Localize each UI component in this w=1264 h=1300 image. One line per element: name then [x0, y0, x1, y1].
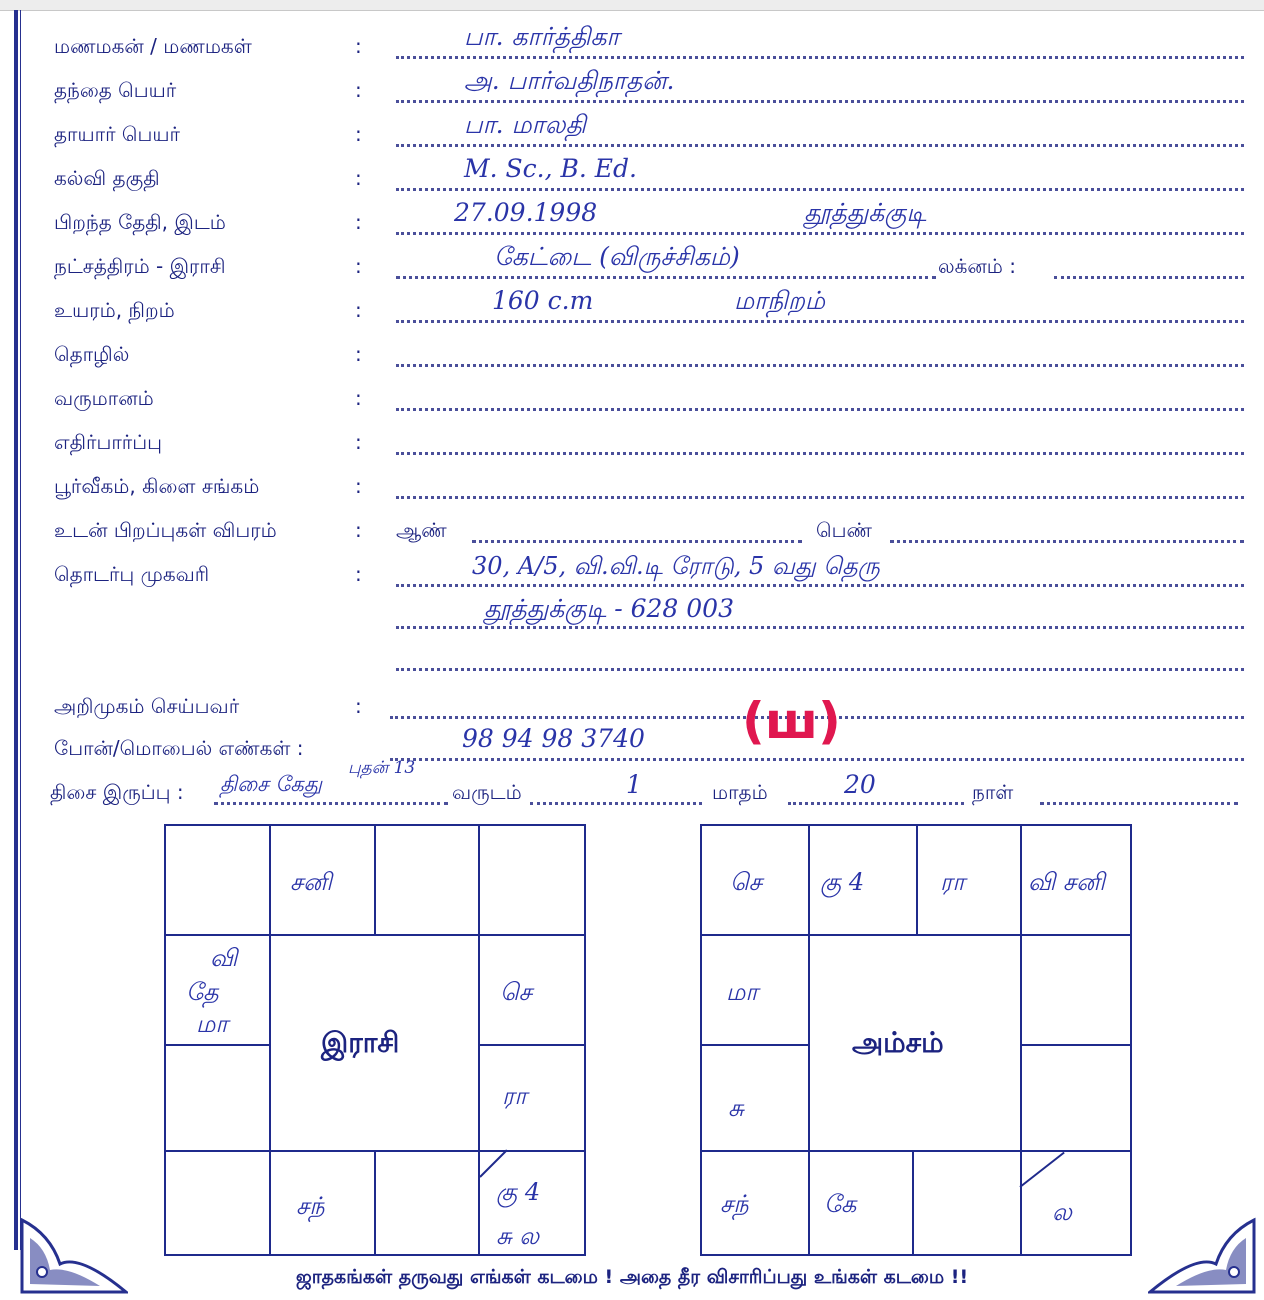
row-education [54, 154, 1244, 194]
value-address-line2: தூத்துக்குடி - 628 003 [484, 594, 734, 623]
dotted-line [396, 452, 1244, 455]
dotted-line [396, 584, 1244, 587]
left-border-thin [20, 10, 21, 1250]
label-year: வருடம் [452, 780, 522, 804]
value-height: 160 c.m [492, 286, 594, 315]
label-income: வருமானம் [54, 386, 154, 410]
row-address [54, 550, 1244, 670]
rasi-right-1: செ [500, 978, 532, 1006]
dotted-line [396, 232, 1244, 235]
label-name: மணமகன் / மணமகள் [54, 34, 252, 58]
value-mother: பா. மாலதி [464, 110, 586, 139]
value-father: அ. பார்வதிநாதன். [464, 66, 675, 95]
value-dasa-note: புதன் 13 [348, 758, 416, 778]
label-father: தந்தை பெயர் [54, 78, 177, 102]
label-expectation: எதிர்பார்ப்பு [54, 430, 162, 454]
phone-mark: (ш) [742, 692, 841, 750]
colon: : [355, 166, 362, 190]
dotted-line [214, 802, 448, 805]
row-expectation [54, 418, 1244, 458]
label-male: ஆண் [396, 518, 447, 542]
left-border [14, 10, 18, 1250]
label-address: தொடர்பு முகவரி [54, 562, 210, 586]
colon: : [355, 430, 362, 454]
row-introducer [54, 682, 1244, 722]
value-name: பா. கார்த்திகா [464, 22, 620, 51]
rasi-chart [164, 824, 586, 1256]
dotted-line [396, 364, 1244, 367]
window-top-strip [0, 0, 1264, 11]
row-father [54, 66, 1244, 106]
colon: : [355, 210, 362, 234]
label-job: தொழில் [54, 342, 130, 366]
dotted-line [396, 668, 1244, 671]
colon: : [355, 78, 362, 102]
label-female: பெண் [816, 518, 872, 542]
row-income [54, 374, 1244, 414]
colon: : [355, 386, 362, 410]
dotted-line [1040, 802, 1238, 805]
dotted-line [396, 100, 1244, 103]
label-lagnam: லக்னம் : [938, 254, 1016, 278]
row-dasa [50, 758, 1244, 808]
dotted-line [396, 56, 1244, 59]
dotted-line [1054, 276, 1244, 279]
value-address-line1: 30, A/5, வி.வி.டி ரோடு, 5 வது தெரு [472, 552, 880, 580]
value-complexion: மாநிறம் [734, 286, 826, 315]
dotted-line [396, 408, 1244, 411]
label-mother: தாயார் பெயர் [54, 122, 180, 146]
colon: : [355, 254, 362, 278]
amsam-top-2: ரா [940, 868, 965, 896]
row-native [54, 462, 1244, 502]
footer-note: ஜாதகங்கள் தருவது எங்கள் கடமை ! அதை தீர விசாரிப்பது உங்கள் கடமை !! [295, 1266, 969, 1288]
colon: : [355, 34, 362, 58]
label-star: நட்சத்திரம் - இராசி [54, 254, 226, 278]
amsam-chart [700, 824, 1132, 1256]
amsam-bottom-0: சந் [720, 1190, 749, 1218]
amsam-title: அம்சம் [852, 1026, 944, 1059]
value-education: M. Sc., B. Ed. [464, 154, 637, 183]
label-dasa: திசை இருப்பு : [50, 780, 184, 804]
value-phone: 98 94 98 3740 [462, 724, 645, 753]
value-star: கேட்டை (விருச்சிகம்) [494, 242, 740, 271]
dotted-line [390, 758, 1244, 761]
amsam-bottom-3: ல [1052, 1198, 1072, 1226]
value-dasa: திசை கேது [220, 772, 322, 796]
dotted-line [890, 540, 1244, 543]
row-height [54, 286, 1244, 326]
label-siblings: உடன் பிறப்புகள் விபரம் [54, 518, 277, 542]
colon: : [355, 298, 362, 322]
rasi-bottom-3-b: சு ல [496, 1222, 540, 1250]
row-job [54, 330, 1244, 370]
label-native: பூர்வீகம், கிளை சங்கம் [54, 474, 260, 498]
value-dob-date: 27.09.1998 [454, 198, 598, 227]
label-education: கல்வி தகுதி [54, 166, 160, 190]
rasi-title: இராசி [321, 1026, 400, 1059]
row-mother [54, 110, 1244, 150]
label-dob: பிறந்த தேதி, இடம் [54, 210, 226, 234]
dotted-line [396, 496, 1244, 499]
label-day: நாள் [972, 780, 1014, 804]
row-star [54, 242, 1244, 282]
rasi-bottom-1: சந் [296, 1192, 325, 1220]
dotted-line [396, 188, 1244, 191]
amsam-top-0: செ [730, 868, 762, 896]
dotted-line [472, 540, 802, 543]
label-introducer: அறிமுகம் செய்பவர் [54, 694, 240, 718]
rasi-top-1: சனி [290, 868, 332, 896]
colon: : [355, 562, 362, 586]
amsam-bottom-1: கே [824, 1190, 857, 1218]
colon: : [355, 474, 362, 498]
rasi-left-1-c: மா [196, 1010, 228, 1038]
label-height: உயரம், நிறம் [54, 298, 175, 322]
amsam-left-2: சு [728, 1094, 744, 1122]
dotted-line [788, 802, 964, 805]
amsam-top-3: வி சனி [1028, 868, 1105, 896]
label-phone: போன்/மொபைல் எண்கள் : [54, 736, 304, 760]
dotted-line [530, 802, 702, 805]
colon: : [355, 342, 362, 366]
rasi-left-1-a: வி [210, 944, 238, 972]
rasi-left-1-b: தே [186, 978, 219, 1006]
rasi-bottom-3-a: கு 4 [496, 1178, 541, 1206]
value-dob-place: தூத்துக்குடி [804, 198, 927, 227]
row-dob [54, 198, 1244, 238]
colon: : [355, 694, 362, 718]
dotted-line [396, 320, 1244, 323]
rasi-right-2: ரா [502, 1082, 527, 1110]
row-siblings [54, 506, 1244, 546]
dotted-line [396, 144, 1244, 147]
value-dasa-year: 1 [626, 770, 642, 799]
dotted-line [396, 276, 936, 279]
colon: : [355, 518, 362, 542]
row-phone [54, 724, 1244, 764]
amsam-top-1: கு 4 [820, 868, 865, 896]
label-month: மாதம் [712, 780, 768, 804]
row-name [54, 22, 1244, 62]
colon: : [355, 122, 362, 146]
value-dasa-month: 20 [844, 770, 876, 799]
amsam-left-1: மா [726, 978, 758, 1006]
